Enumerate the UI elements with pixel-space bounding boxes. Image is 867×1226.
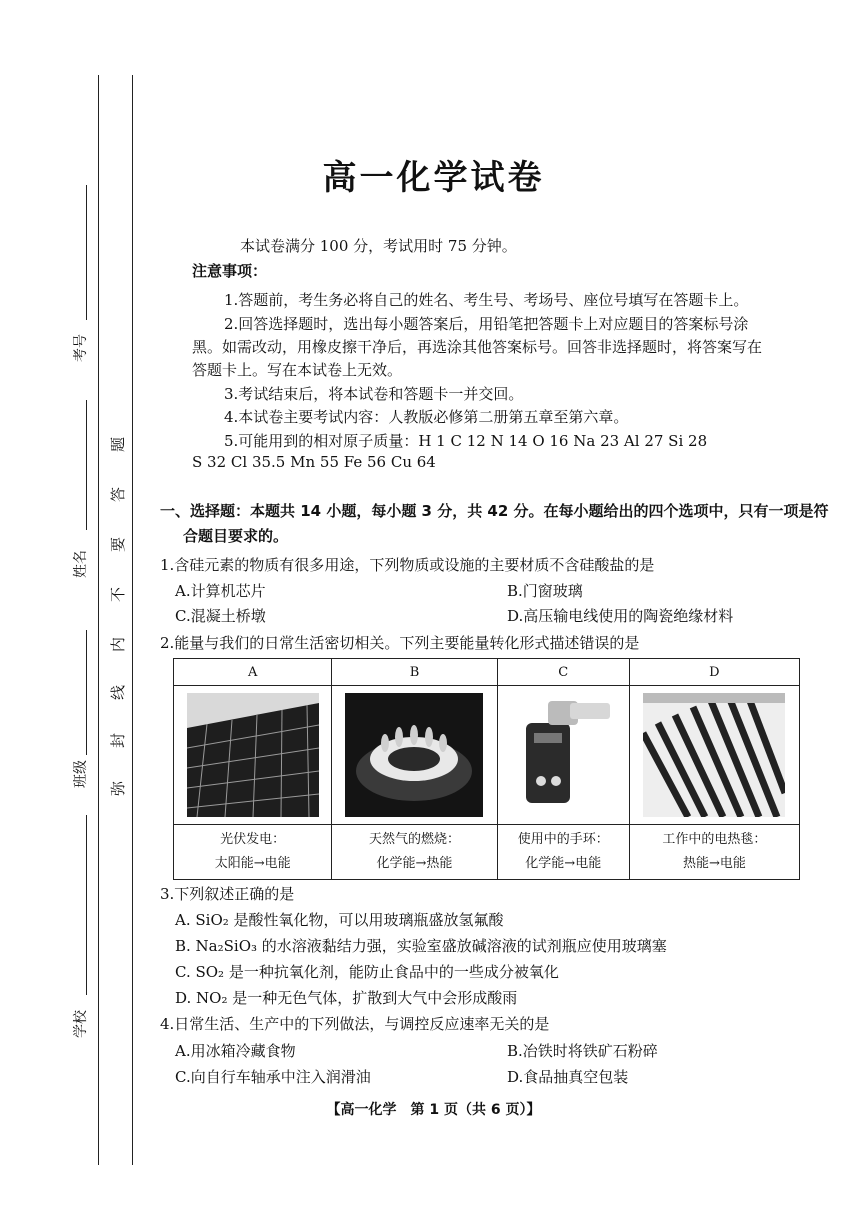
q2-caption-c-label: 使用中的手环： [517, 832, 609, 847]
seal-char: 不 [109, 586, 128, 603]
q2-image-cell [497, 686, 629, 825]
seal-char: 弥 [109, 780, 128, 797]
q2-caption-cell [174, 825, 332, 880]
section-heading-cont: 合题目要求的。 [183, 527, 289, 545]
q1-stem: 1.含硅元素的物质有很多用途，下列物质或设施的主要材质不含硅酸盐的是 [160, 556, 655, 574]
q3-option-b: B. Na₂SiO₃ 的水溶液黏结力强，实验室盛放碱溶液的试剂瓶应使用玻璃塞 [175, 937, 667, 955]
page-title: 高一化学试卷 [322, 158, 545, 198]
q2-caption-d-label: 工作中的电热毯： [662, 832, 767, 847]
note-5-line-2: S 32 Cl 35.5 Mn 55 Fe 56 Cu 64 [192, 453, 436, 471]
name-label: 姓名 [73, 550, 89, 578]
note-3: 3.考试结束后，将本试卷和答题卡一并交回。 [224, 385, 524, 403]
class-underline [86, 630, 87, 755]
q2-caption-b-label: 天然气的燃烧： [368, 832, 460, 847]
electric-blanket-image [643, 693, 785, 817]
q3-option-c: C. SO₂ 是一种抗氧化剂，能防止食品中的一些成分被氧化 [175, 963, 559, 981]
school-underline [86, 815, 87, 995]
gas-flame-image [345, 693, 483, 817]
q4-option-d: D.食品抽真空包装 [507, 1068, 629, 1086]
seal-char: 答 [109, 486, 128, 503]
q2-header-c: C [497, 659, 629, 686]
q3-option-a: A. SiO₂ 是酸性氧化物，可以用玻璃瓶盛放氢氟酸 [175, 911, 504, 929]
q2-caption-d-conversion: 热能→电能 [682, 856, 746, 871]
solar-panel-image [187, 693, 319, 817]
q2-image-cell [332, 686, 497, 825]
q2-header-d: D [629, 659, 799, 686]
note-2-line-1: 2.回答选择题时，选出每小题答案后，用铅笔把答题卡上对应题目的答案标号涂 [224, 315, 749, 333]
q2-table [173, 658, 800, 880]
q1-option-b: B.门窗玻璃 [507, 582, 583, 600]
q2-stem: 2.能量与我们的日常生活密切相关。下列主要能量转化形式描述错误的是 [160, 634, 640, 652]
notes-heading: 注意事项： [192, 262, 268, 280]
note-1: 1.答题前，考生务必将自己的姓名、考生号、考场号、座位号填写在答题卡上。 [224, 291, 749, 309]
q2-image-cell [174, 686, 332, 825]
q3-option-d: D. NO₂ 是一种无色气体，扩散到大气中会形成酸雨 [175, 989, 518, 1007]
q2-caption-a-label: 光伏发电： [220, 832, 286, 847]
q2-caption-cell [332, 825, 497, 880]
q1-option-a: A.计算机芯片 [175, 582, 266, 600]
q2-header-b: B [332, 659, 497, 686]
seal-char: 线 [109, 684, 128, 701]
note-4: 4.本试卷主要考试内容：人教版必修第二册第五章至第六章。 [224, 408, 629, 426]
q4-option-c: C.向自行车轴承中注入润滑油 [175, 1068, 371, 1086]
school-label: 学校 [73, 1010, 89, 1038]
seal-char: 题 [109, 436, 128, 453]
binding-line-outer [98, 75, 99, 1165]
smart-band-image [508, 693, 618, 817]
q4-option-a: A.用冰箱冷藏食物 [175, 1042, 296, 1060]
seal-char: 要 [109, 536, 128, 553]
seal-char: 内 [109, 636, 128, 653]
binding-line-inner [132, 75, 133, 1165]
q2-caption-b-conversion: 化学能→热能 [376, 856, 453, 871]
q1-option-c: C.混凝土桥墩 [175, 607, 266, 625]
note-2-line-2: 黑。如需改动，用橡皮擦干净后，再选涂其他答案标号。回答非选择题时，将答案写在 [192, 338, 763, 356]
exam-no-label: 考号 [73, 334, 89, 362]
note-2-line-3: 答题卡上。写在本试卷上无效。 [192, 361, 403, 379]
exam-info: 本试卷满分 100 分，考试用时 75 分钟。 [240, 237, 517, 255]
q2-header-a: A [174, 659, 332, 686]
q4-stem: 4.日常生活、生产中的下列做法，与调控反应速率无关的是 [160, 1015, 550, 1033]
q3-stem: 3.下列叙述正确的是 [160, 885, 295, 903]
q2-caption-cell [629, 825, 799, 880]
name-underline [86, 400, 87, 530]
exam-no-underline [86, 185, 87, 320]
q2-caption-a-conversion: 太阳能→电能 [214, 856, 291, 871]
q1-option-d: D.高压输电线使用的陶瓷绝缘材料 [507, 607, 734, 625]
q2-caption-c-conversion: 化学能→电能 [525, 856, 602, 871]
class-label: 班级 [73, 760, 89, 788]
q4-option-b: B.冶铁时将铁矿石粉碎 [507, 1042, 658, 1060]
page-footer: 【高一化学 第 1 页（共 6 页）】 [326, 1102, 541, 1118]
q2-caption-cell [497, 825, 629, 880]
seal-char: 封 [109, 732, 128, 749]
note-5-line-1: 5.可能用到的相对原子质量：H 1 C 12 N 14 O 16 Na 23 Al 27 Si 28 [224, 432, 708, 450]
section-heading: 一、选择题：本题共 14 小题，每小题 3 分，共 42 分。在每小题给出的四个选项中，只有一项是符 [160, 502, 829, 520]
q2-image-cell [629, 686, 799, 825]
